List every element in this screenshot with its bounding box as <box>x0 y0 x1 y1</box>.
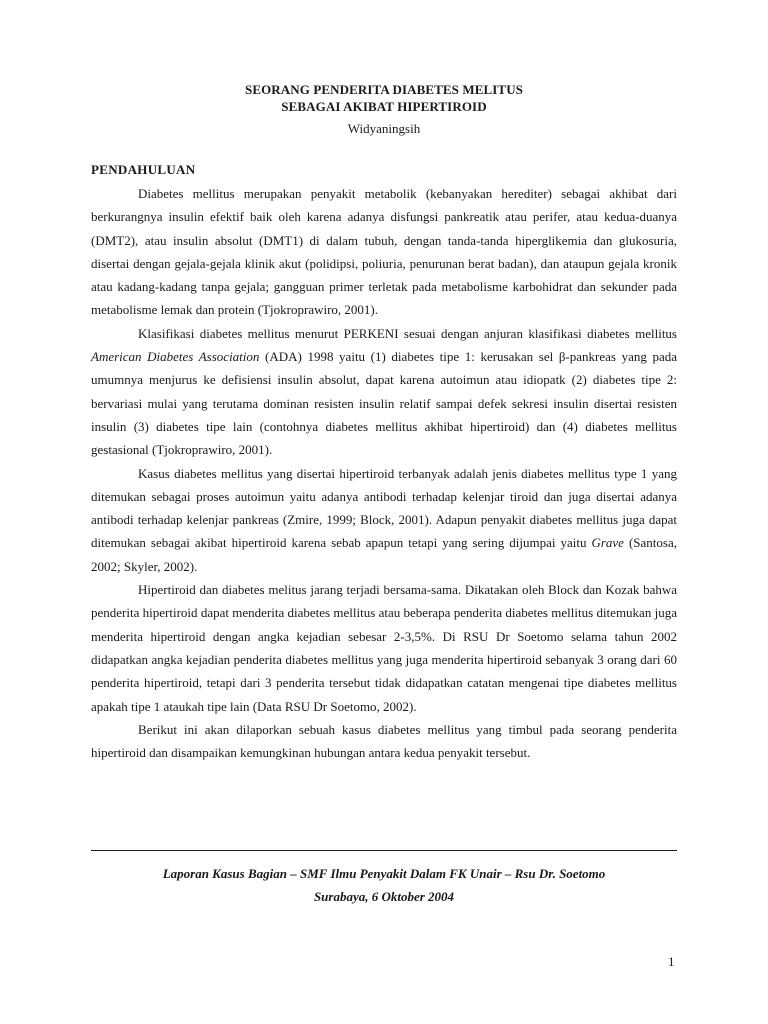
title-line-2: SEBAGAI AKIBAT HIPERTIROID <box>281 99 487 114</box>
paragraph-3 <box>91 462 677 578</box>
paragraph-5: Berikut ini akan dilaporkan sebuah kasus diabetes mellitus yang timbul pada seorang penderita hipertiroid dan disampaikan kemungkinan hubungan antara kedua penyakit tersebut. <box>91 721 677 761</box>
paragraph-2-text-b: (ADA) 1998 yaitu (1) diabetes tipe 1: kerusakan sel β-pankreas yang pada umumnya menjurus ke defisiensi insulin absolut, dapat karena autoimun atau idiopatk (2) diabetes tipe 2: bervariasi mulai yang terutama dominan resisten insulin relatif sampai defek sekresi insulin disertai resisten insulin (3) diabetes tipe lain (contohnya diabetes mellitus akhibat hipertiroid) dan (4) diabetes mellitus gestasional (Tjokroprawiro, 2001). <box>91 349 677 458</box>
footer-line-2: Surabaya, 6 Oktober 2004 <box>313 889 455 904</box>
paragraph-4: Hipertiroid dan diabetes melitus jarang terjadi bersama-sama. Dikatakan oleh Block dan Kozak bahwa penderita hipertiroid dapat menderita diabetes mellitus atau beberapa penderita diabetes mellitus ditemukan juga menderita hipertiroid dengan angka kejadian sebesar 2-3,5%. Di RSU Dr Soetomo selama tahun 2002 didapatkan angka kejadian penderita diabetes mellitus yang juga menderita hipertiroid sebanyak 3 orang dari 60 penderita hipertiroid, tetapi dari 3 penderita tersebut tidak didapatkan catatan mengenai tipe diabetes mellitus apakah tipe 1 ataukah tipe lain (Data RSU Dr Soetomo, 2002). <box>91 582 677 714</box>
section-heading: PENDAHULUAN <box>91 162 196 177</box>
footer-divider <box>91 850 677 851</box>
footer-line-1: Laporan Kasus Bagian – SMF Ilmu Penyakit Dalam FK Unair – Rsu Dr. Soetomo <box>162 866 606 881</box>
paragraph-3-emphasis: Grave <box>591 535 624 551</box>
paragraph-3-text-b: (Santosa, 2002; Skyler, 2002). <box>91 535 677 574</box>
paragraph-2-text-a: Klasifikasi diabetes mellitus menurut PERKENI sesuai dengan anjuran klasifikasi diabetes mellitus <box>138 325 677 341</box>
paragraph-3-text-a: Kasus diabetes mellitus yang disertai hipertiroid terbanyak adalah jenis diabetes mellitus type 1 yang ditemukan sebagai proses autoimun yaitu adanya antibodi terhadap kelenjar tiroid dan juga disertai adanya antibodi terhadap kelenjar pankreas (Zmire, 1999; Block, 2001). Adapun penyakit diabetes mellitus juga dapat ditemukan sebagai akibat hipertiroid karena sebab apapun tetapi yang sering dijumpai yaitu <box>91 465 677 551</box>
paragraph-2 <box>91 322 677 462</box>
title-line-1: SEORANG PENDERITA DIABETES MELITUS <box>244 82 524 97</box>
body-text <box>91 182 677 764</box>
page-number: 1 <box>668 954 675 969</box>
paragraph-2-emphasis: American Diabetes Association <box>91 349 260 365</box>
paragraph-1: Diabetes mellitus merupakan penyakit metabolik (kebanyakan herediter) sebagai akhibat dari berkurangnya insulin efektif baik oleh karena adanya disfungsi pankreatik atau perifer, atau kedua-duanya (DMT2), atau insulin absolut (DMT1) di dalam tubuh, dengan tanda-tanda hiperglikemia dan glukosuria, disertai dengan gejala-gejala klinik akut (polidipsi, poliuria, penurunan berat badan), dan ataupun gejala kronik atau kadang-kadang tanpa gejala; gangguan primer terletak pada metabolisme karbohidrat dan sekunder pada metabolisme lemak dan protein (Tjokroprawiro, 2001). <box>91 186 677 318</box>
author-name: Widyaningsih <box>347 121 421 136</box>
